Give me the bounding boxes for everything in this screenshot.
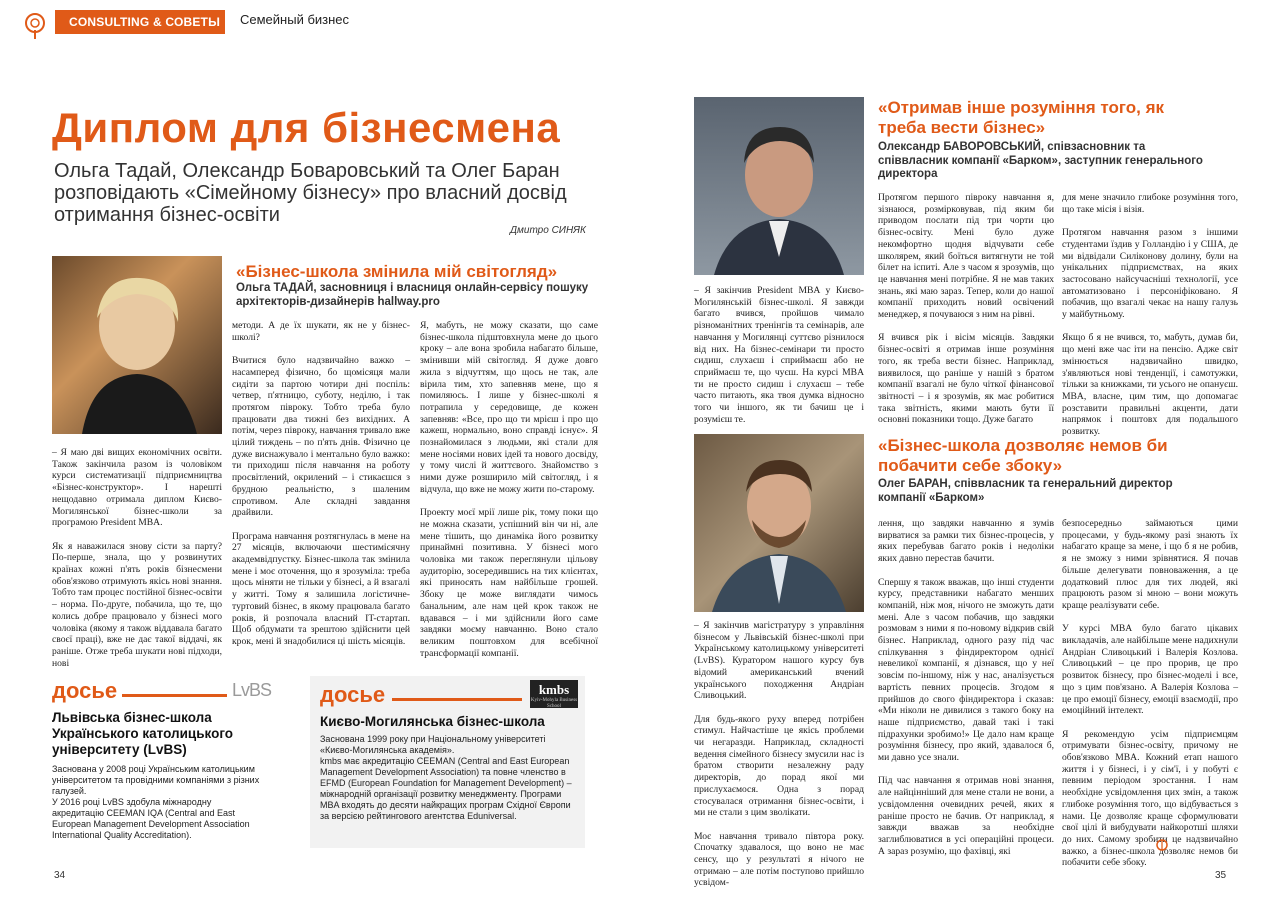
tree-logo-icon bbox=[22, 12, 48, 40]
section-title-tadai: «Бізнес-школа змінила мій світогляд» bbox=[236, 262, 558, 281]
end-mark-icon bbox=[1155, 838, 1169, 852]
column-tadai-3 bbox=[420, 320, 598, 660]
column-bavorovsky-1 bbox=[694, 285, 864, 425]
dosie-divider bbox=[392, 698, 522, 701]
logo-kmbs-text: kmbs bbox=[538, 682, 570, 697]
logo-kmbs bbox=[530, 680, 578, 708]
text-bavorovsky-3: для мене значило глибоке розуміння того, що таке місія і візія. Протягом навчання разом з іншими студентами їздив у Голландію і у США, де ми відвідали Силіконову долину, були на унікальних підприємствах, на яких застосовано найсучасніші технології, усе автоматизовано і персоніфіковано. Я побачив, що взагалі чекає на нашу галузь у майбутньому. Якщо б я не вчився, то, мабуть, думав би, що мені вже час іти на пенсію. Адже світ змінюється надзвичайно швидко, з'являються нові тенденції, і самотужки, тільки за книжками, ти усього не опануєш. MBA, власне, цим тим, що допомагає розставити правильні акценти, дати напрямок і поштовх для подальшого розвитку. bbox=[1062, 192, 1238, 438]
page-number-left: 34 bbox=[54, 870, 66, 881]
logo-kmbs-sub: Kyiv-Mohyla Business School bbox=[530, 698, 578, 709]
article-subtitle: Ольга Тадай, Олександр Боваровський та Олег Баран розповідають «Сімейному бізнесу» про власний досвід отримання бізнес-освіти bbox=[54, 160, 567, 226]
text-tadai-1: – Я маю дві вищих економічних освіти. Також закінчила разом із чоловіком курси систематизації підприємництва «Бізнес-конструктор». І нарешті нещодавно отримала диплом Києво-Могилянської бізнес-школи за програмою President MBA. Як я наважилася знову сісти за парту? По-перше, знала, що у розвинутих країнах кожні п'ять років бізнесмени обов'язково отримують якісь нові знання. Тобто там процес постійної бізнес-освіти – норма. По-друге, побачила, що те, що колись добре працювало у бізнесі мого чоловіка (якому я також віддавала багато своєї праці), вже не дає такої віддачі, як раніше. Отже треба шукати нові підходи, нові bbox=[52, 447, 222, 669]
dosie-label-kmbs: досье bbox=[320, 682, 386, 707]
text-baran-1: – Я закінчив магістратуру з управління бізнесом у Львівській бізнес-школі при Українському католицькому університеті (LvBS). Куратором нашого курсу був відомий американський вчений українського походження Андріан Сливоцький. Для будь-якого руху вперед потрібен стимул. Найчастіше це якісь проблеми чи негаразди. Наприклад, складності ведення сімейного бізнесу змусили нас із братом створити незалежну раду директорів, до порад якої ми прислухаємося. Одна з порад стосувалася отримання бізнес-освіти, і ми не стали з цим зволікати. Моє навчання тривало півтора року. Спочатку здавалося, що воно не має сенсу, що у результаті я нічого не отримаю – але потім поступово прийшло усвідом- bbox=[694, 620, 864, 889]
dosie-lvbs bbox=[52, 678, 272, 843]
dosie-kmbs bbox=[310, 676, 585, 848]
text-bavorovsky-1: – Я закінчив President MBA у Києво-Могилянській бізнес-школі. Я завжди багато вчився, пройшов чимало різноманітних тренінгів та семінарів, але навчання у Могилянці суттєво різнилося від них. На бізнес-семінари ти просто сидиш, слухаєш і сприймаєш або не сприймаєш те, що чуєш. На курсі MBA ти не просто сидиш і слухаєш – тебе часто питають, яка твоя думка відносно того чи іншого, як ти бачиш це і розумієш те. bbox=[694, 285, 864, 425]
section-title-bavorovsky: «Отримав інше розуміння того, як треба вести бізнес» bbox=[878, 98, 1165, 137]
column-bavorovsky-2 bbox=[878, 192, 1054, 424]
dosie-name-lvbs: Львівська бізнес-школа Українського католицького університету (LvBS) bbox=[52, 710, 234, 757]
article-author: Дмитро СИНЯК bbox=[510, 225, 586, 236]
text-baran-2: лення, що завдяки навчанню я зумів вирватися за рамки тих бізнес-процесів, у яких перебував багато років і недоліки яких давно перестав бачити. Спершу я також вважав, що інші студенти курсу, представники набагато менших компаній, ніж моя, нічого не зможуть дати мені. Але з часом побачив, що завдяки розмовам з ними я по-новому відкрив свій бізнес. Наприклад, одного разу під час спілкування з фіндиректором однієї невеликої компанії, я дізнався, що у неї зовсім по-іншому, ніж у нас, аналізується вартість певних процесів. Згодом я прийшов до свого фіндиректора і сказав: «Ми ніколи не дивилися з такого боку на наше підприємство, давай такі і такі підрахунки зробимо!» Це дало нам краще розуміння бізнесу, про який, здавалося б, ми давно усе знали. Під час навчання я отримав нові знання, але найцінніший для мене стали не вони, а усвідомлення очевидних речей, яких я раніше просто не бачив. От наприклад, я завжди вважав за необхідне заглиблюватися в усі операційні процеси. А зараз розумію, що фахівці, які bbox=[878, 518, 1054, 857]
photo-oleg-baran bbox=[694, 434, 864, 612]
category-label: CONSULTING & СОВЕТЫ bbox=[55, 10, 225, 34]
text-bavorovsky-2: Протягом першого півроку навчання я, зізнаюся, розмірковував, під яким би приводом послати під три чорти цю бізнес-освіту. Мені було дуже некомфортно щодня відчувати себе школярем, який боїться витягнути не той білет на іспиті. Але з часом я зрозумів, що це навчання мені потрібне. Я не мав таких знань, які маю зараз. Тепер, коли до нашої компанії приходить новий освічений менеджер, я почуваюся з ним на рівні. Я вчився рік і вісім місяців. Завдяки бізнес-освіті я отримав інше розуміння того, як треба вести бізнес. Наприклад, виявилося, що раніше у нашій з братом компанії взагалі не було чіткої фінансової звітності – і я зрозумів, як має робитися така звітність, якими мають бути її основні показники тощо. Дуже багато bbox=[878, 192, 1054, 426]
person-bavorovsky: Олександр БАВОРОВСЬКИЙ, співзасновник та співвласник компанії «Барком», заступник генерального директора bbox=[878, 141, 1203, 180]
logo-lvbs: LvBS bbox=[232, 680, 272, 700]
column-baran-1 bbox=[694, 620, 864, 889]
text-baran-3: безпосередньо займаються цими процесами, у будь-якому разі знають їх набагато краще за мене, і що б я не робив, я не зможу з ними зрівнятися. Я почав більше делегувати повноваження, а це додатковий плюс для тих людей, які працюють разом зі мною – вони можуть краще реалізувати себе. У курсі MBA було багато цікавих викладачів, але найбільше мене надихнули Андріан Сливоцький і Валерія Козлова. Сливоцький – це про прорив, це про розвиток бізнесу, про бізнес-моделі і все, що з цим пов'язано. А Валерія Козлова – це про емоції бізнесу, емоції взаємодії, про емоційний інтелект. Я рекомендую усім підприємцям отримувати бізнес-освіту, причому не обов'язково MBA. Кожний етап нашого життя і у бізнесі, і у сім'ї, і у побуті є певним періодом зростання. І нам необхідне усвідомлення цих змін, а також глибоке розуміння того, що відбувається з нами. Це дозволяє краще сформулювати свої цілі й вибудувати найкоротші шляхи до них. Самому зробити це надзвичайно важко, а бізнес-школа дозволяє немов би побачити себе збоку. bbox=[1062, 518, 1238, 869]
text-tadai-2: методи. А де їх шукати, як не у бізнес-школі? Вчитися було надзвичайно важко – насамперед фізично, бо щомісяця мали сидіти за партою чотири дні поспіль: четвер, п'ятницю, суботу, неділю, і так протягом півроку. Тобто треба було працювати два тижні без вихідних. А потім, через півроку, навчання тривало вже цілий тиждень – по п'ять днів. Фізично це дуже виснажувало і ментально було важко: ти приходиш після навчання на роботу просвітлений, окрилений – і стикаєшся з брудною реальністю, з шаленим спротивом. Але складні завдання драйвили. Програма навчання розтягнулась в мене на 27 місяців, включаючи шестимісячну академвідпустку. Бізнес-школа так змінила мене і моє оточення, що я зрозуміла: треба щось міняти не тільки у бізнесі, а й взагалі у житті. Тому я залишила логістичне-туртовий бізнес, в якому працювала багато років, й розпочала власний IT-стартап. Щоб обдумати та зрештою здійснити цей крок, мені й знадобилися ці шість місяців. bbox=[232, 320, 410, 647]
photo-oleksandr-bavorovsky bbox=[694, 97, 864, 275]
column-tadai-2 bbox=[232, 320, 410, 660]
dosie-divider bbox=[122, 694, 227, 697]
column-bavorovsky-3 bbox=[1062, 192, 1238, 438]
section-title-baran: «Бізнес-школа дозволяє немов би побачити себе збоку» bbox=[878, 436, 1168, 475]
column-baran-3 bbox=[1062, 518, 1238, 869]
dosie-text-kmbs: Заснована 1999 року при Національному університеті «Києво-Могилянська академія». kmbs має акредитацію CEEMAN (Central and East European Management Development Association) та повне членство в EFMD (European Foundation for Management Development) – міжнародній організації розвитку менеджменту. Програми MBA входять до десяти найкращих програм Східної Європи за версією рейтингового агентства Eduniversal. bbox=[320, 734, 572, 821]
column-baran-2 bbox=[878, 518, 1054, 860]
page-number-right: 35 bbox=[1215, 870, 1227, 881]
text-tadai-3: Я, мабуть, не можу сказати, що саме бізнес-школа підштовхнула мене до цього кроку – але вона зробила набагато більше, змінивши мій світогляд. Я дуже довго жила з відчуттям, що щось не так, але вірила тим, хто запевняв мене, що я помиляюсь. І лише у бізнес-школі я потрапила у середовище, де кожен запевняв: «Все, про що ти мрієш і про що кажеш, нормально, воно справді існує». Я познайомилася з людьми, які стали для мене носіями нових ідей та нового досвіду, у тому числі й життєвого. Знайомство з ними дуже розширило мій світогляд, і я відчула, що вже не можу жити по-старому. Проекту моєї мрії лише рік, тому поки що не можна сказати, успішний він чи ні, але мене тішить, що динаміка його розвитку принаймні позитивна. У бізнесі мого чоловіка ми також переглянули цільову аудиторію, зосередившись на тих клієнтах, які приносять нам найбільше грошей. Збоку це може виглядати чимось банальним, але нам цей крок також не вдавався – і ми здійснили його саме завдяки моєму навчанню. Воно стало великим поштовхом для всебічної трансформації компанії. bbox=[420, 320, 598, 659]
photo-olga-tadai bbox=[52, 256, 222, 434]
person-baran: Олег БАРАН, співвласник та генеральний директор компанії «Барком» bbox=[878, 478, 1173, 504]
section-label: Семейный бизнес bbox=[240, 12, 350, 27]
column-tadai-1 bbox=[52, 447, 222, 669]
dosie-name-kmbs: Києво-Могилянська бізнес-школа bbox=[320, 714, 545, 729]
person-tadai: Ольга ТАДАЙ, засновниця і власниця онлайн-сервісу пошуку архітекторів-дизайнерів hallway.pro bbox=[236, 282, 589, 308]
dosie-label-lvbs: досье bbox=[52, 678, 118, 703]
article-title: Диплом для бізнесмена bbox=[52, 104, 561, 151]
dosie-text-lvbs: Заснована у 2008 році Українським католицьким університетом та провідними компаніями з різних галузей. У 2016 році LvBS здобула міжнародну акредитацію CEEMAN IQA (Central and East European Management Development Association International Quality Accreditation). bbox=[52, 764, 260, 840]
